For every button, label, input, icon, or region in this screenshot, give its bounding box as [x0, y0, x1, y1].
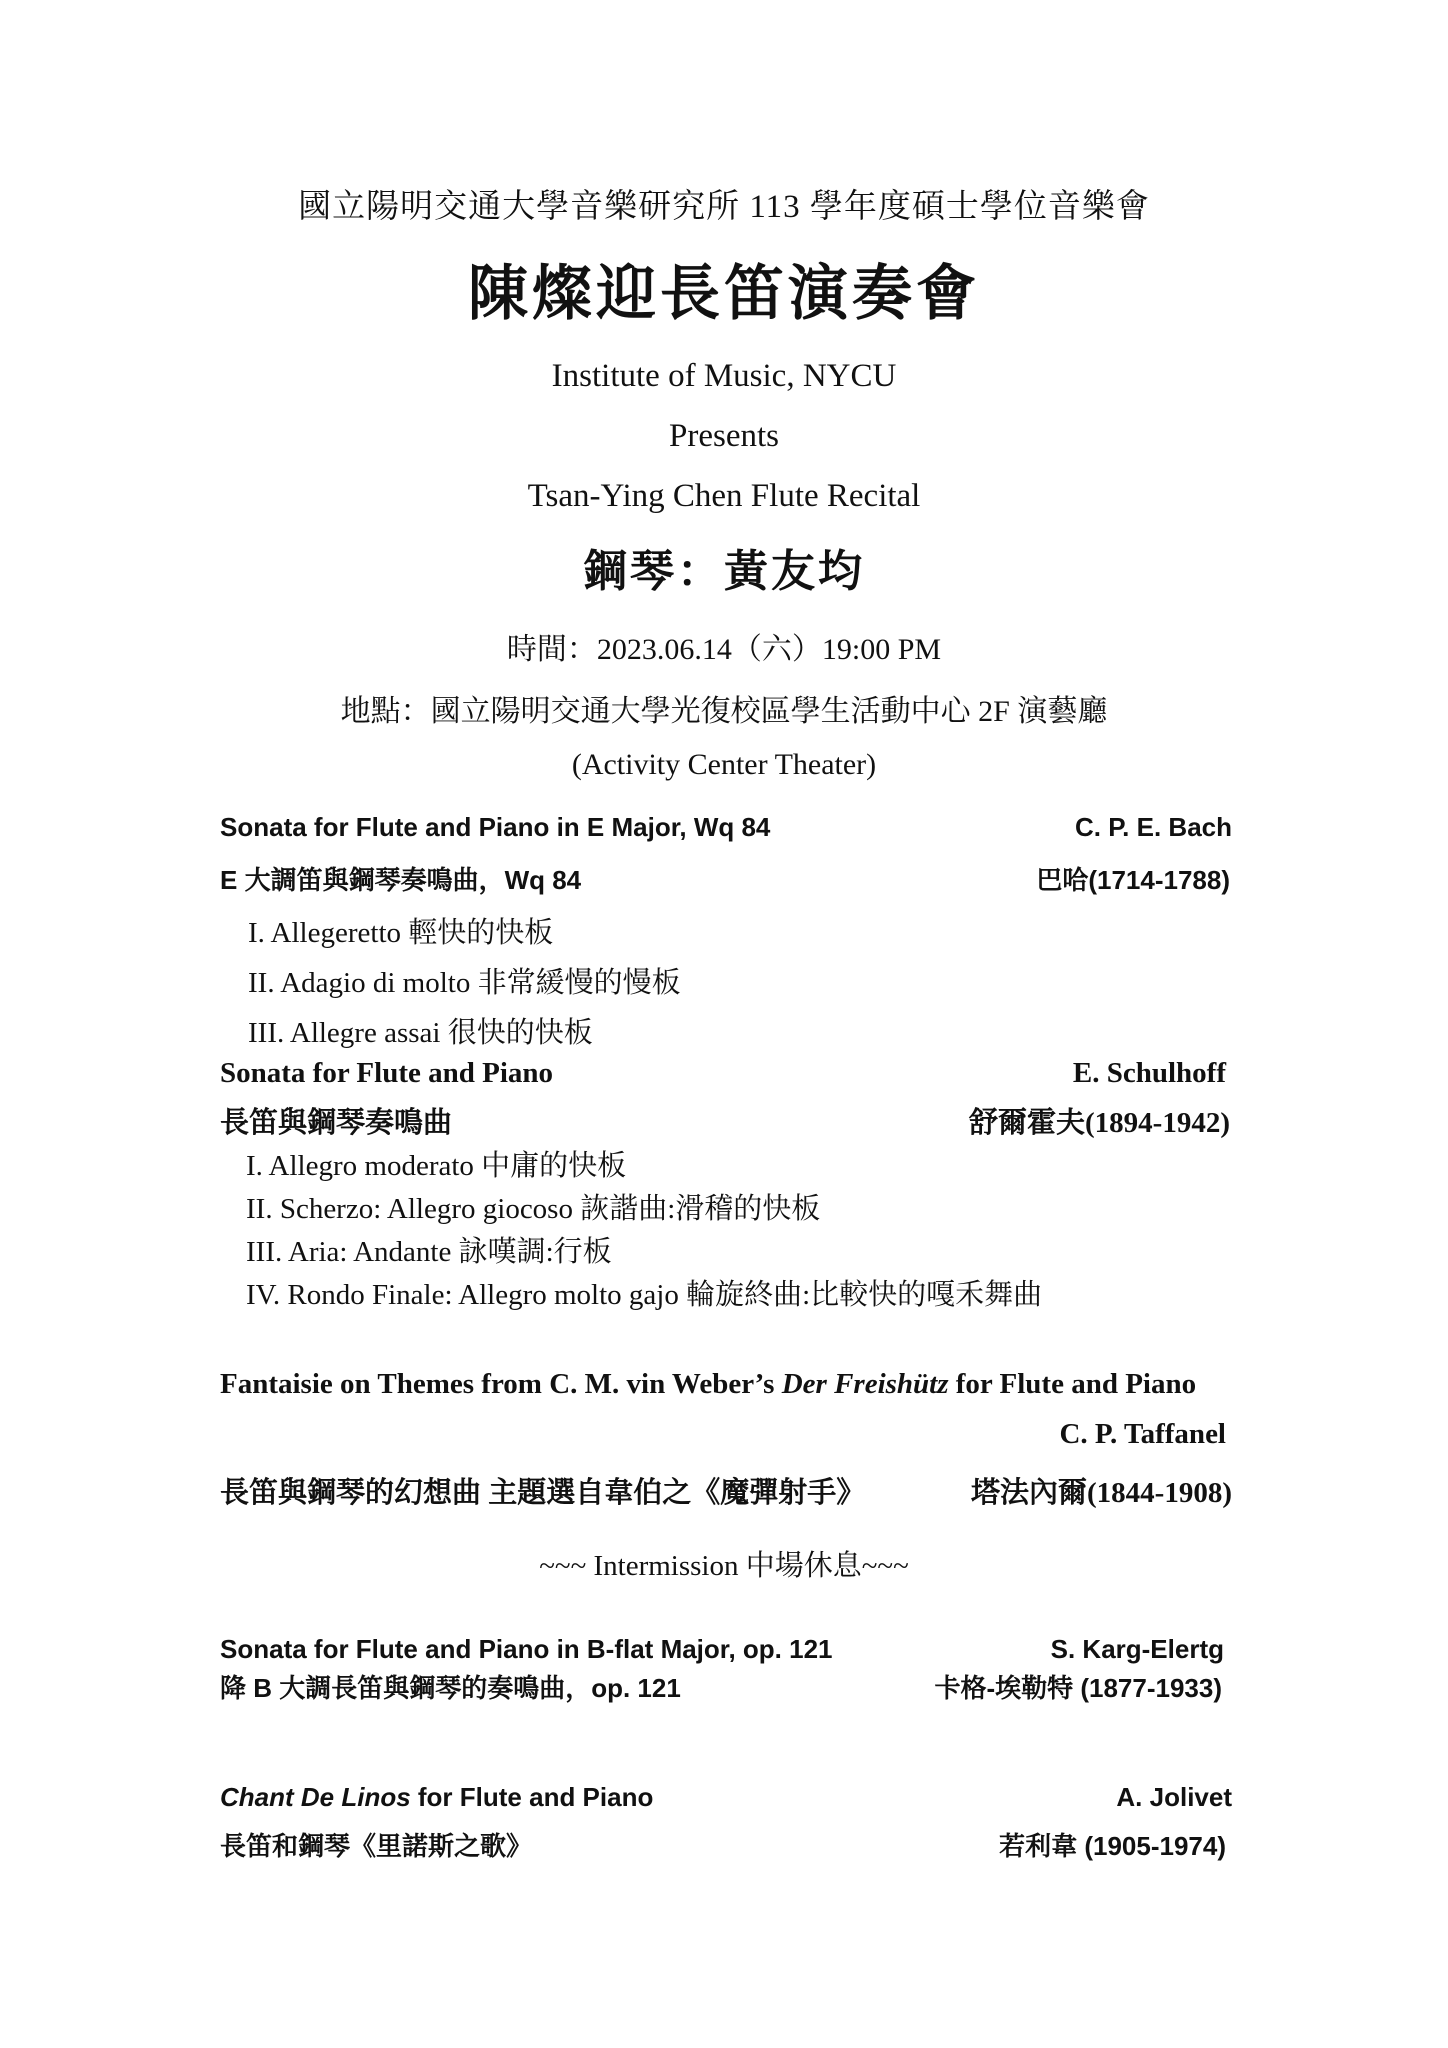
piece-title-en: Sonata for Flute and Piano: [220, 1057, 554, 1089]
piece-composer-en: E. Schulhoff: [1072, 1057, 1226, 1089]
presents-text: Presents: [669, 418, 779, 454]
intermission-line: ~~~ Intermission 中場休息~~~: [539, 1550, 909, 1582]
piece-composer-zh: 巴哈(1714-1788): [1036, 865, 1230, 895]
piece-composer-en: C. P. E. Bach: [1074, 812, 1232, 842]
movement-line: I. Allegro moderato 中庸的快板: [246, 1150, 627, 1182]
movement-line: IV. Rondo Finale: Allegro molto gajo 輪旋終曲:比較快的嘎禾舞曲: [246, 1279, 1043, 1311]
song-title: Chant De Linos: [220, 1782, 411, 1812]
piece-composer-zh: 卡格-埃勒特 (1877-1933): [934, 1673, 1222, 1703]
piece-title-en: Sonata for Flute and Piano in B-flat Major, op. 121: [220, 1634, 833, 1664]
piece-title-en-part: for Flute and Piano: [410, 1782, 654, 1812]
concert-venue: 地點：國立陽明交通大學光復校區學生活動中心 2F 演藝廳: [340, 695, 1108, 728]
pianist-line: 鋼琴：黃友均: [583, 547, 865, 596]
piece-composer-en: S. Karg-Elertg: [1050, 1634, 1224, 1664]
piece-title-en: [220, 1782, 653, 1813]
movement-line: I. Allegeretto 輕快的快板: [248, 917, 554, 949]
piece-title-zh: 長笛與鋼琴奏鳴曲: [220, 1107, 453, 1139]
piece-composer-en: C. P. Taffanel: [1059, 1418, 1226, 1450]
concert-venue-en: (Activity Center Theater): [571, 748, 877, 781]
piece-title-en: [220, 1368, 1196, 1401]
piece-composer-zh: 若利韋 (1905-1974): [999, 1831, 1226, 1861]
piece-title-en-part: for Flute and Piano: [948, 1368, 1197, 1400]
page-title: 陳燦迎長笛演奏會: [468, 261, 980, 327]
concert-time: 時間：2023.06.14（六）19:00 PM: [506, 633, 942, 666]
piece-title-zh: 降 B 大調長笛與鋼琴的奏鳴曲，op. 121: [220, 1673, 681, 1703]
movement-line: III. Aria: Andante 詠嘆調:行板: [246, 1236, 612, 1268]
piece-composer-en: A. Jolivet: [1116, 1782, 1232, 1812]
movement-line: II. Scherzo: Allegro giocoso 詼諧曲:滑稽的快板: [246, 1193, 821, 1225]
piece-title-zh: 長笛和鋼琴《里諾斯之歌》: [220, 1831, 533, 1861]
piece-composer-zh: 舒爾霍夫(1894-1942): [969, 1107, 1230, 1139]
institute-heading-zh: 國立陽明交通大學音樂研究所 113 學年度碩士學位音樂會: [298, 189, 1150, 225]
piece-title-en: Sonata for Flute and Piano in E Major, Wq 84: [220, 812, 771, 842]
piece-title-en-part: Fantaisie on Themes from C. M. vin Weber’s: [220, 1368, 782, 1400]
piece-title-zh: 長笛與鋼琴的幻想曲 主題選自韋伯之《魔彈射手》: [220, 1477, 866, 1509]
piece-composer-zh: 塔法內爾(1844-1908): [971, 1477, 1232, 1509]
movement-line: III. Allegre assai 很快的快板: [248, 1017, 593, 1049]
institute-heading-en: Institute of Music, NYCU: [551, 358, 897, 394]
movement-line: II. Adagio di molto 非常緩慢的慢板: [248, 967, 681, 999]
recital-title-en: Tsan-Ying Chen Flute Recital: [527, 478, 921, 514]
piece-title-zh: E 大調笛與鋼琴奏鳴曲，Wq 84: [220, 865, 582, 895]
opera-title: Der Freishütz: [781, 1368, 949, 1400]
